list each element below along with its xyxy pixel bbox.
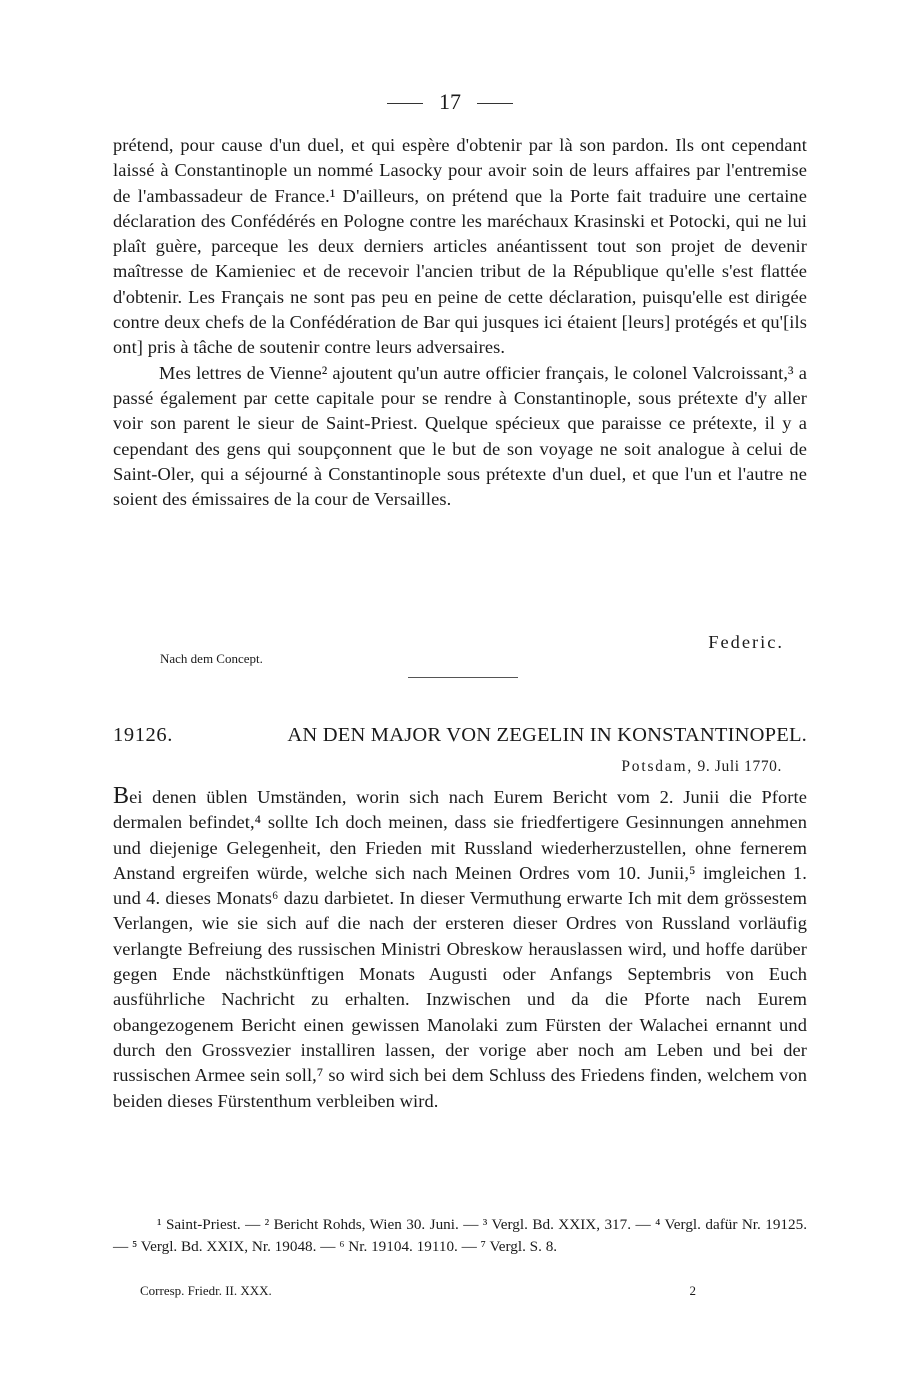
letter-1-paragraph-1: prétend, pour cause d'un duel, et qui espère d'obtenir par là son pardon. Ils ont cependant laissé à Constantinople un nommé Lasocky pour avoir soin de leurs affaires par l'entremise de l'ambassadeur de France.¹ D'ailleurs, on prétend que la Porte fait traduire une certaine déclaration des Confédérés en Pologne contre les maréchaux Krasinski et Potocki, qui ne lui plaît guère, parceque les deux derniers articles anéantissent tout son projet de devenir maîtresse de Kamieniec et de recevoir l'ancien tribut de la République qu'elle s'est flattée d'obtenir. Les Français ne sont pas peu en peine de cette déclaration, puisqu'elle est dirigée contre deux chefs de la Confédération de Bar qui jusques ici étaient [leurs] protégés et qu'[ils ont] pris à tâche de soutenir contre leurs adversaires.	[113, 135, 807, 358]
header-rule-left	[387, 103, 423, 104]
letter-2-title: AN DEN MAJOR VON ZEGELIN IN KONSTANTINOPEL.	[287, 724, 807, 746]
dropcap-initial: B	[113, 783, 130, 809]
letter-2-heading	[113, 722, 807, 748]
dateline-place: Potsdam,	[621, 758, 694, 775]
letter-2-text: ei denen üblen Umständen, worin sich nach Eurem Bericht vom 2. Junii die Pforte dermalen befindet,⁴ sollte Ich doch meinen, dass sie friedfertigere Gesinnungen annehmen und diejenige Gelegenheit, den Frieden mit Russland wiederherzustellen, ohne fernerem Anstand ergreifen würde, welche sich nach Meinen Ordres vom 10. Junii,⁵ imgleichen 1. und 4. dieses Monats⁶ dazu darbietet. In dieser Vermuthung erwarte Ich mit dem grössestem Verlangen, wie sie sich auf die nach der ersteren dieser Ordres von Russland vorläufig verlangte Befreiung des russischen Ministri Obreskow herauslassen wird, und hoffe darüber gegen Ende nächstkünftigen Monats Augusti oder Anfangs Septembris von Euch ausführliche Nachricht zu erhalten. Inzwischen und da die Pforte nach Eurem obangezogenem Bericht einen gewissen Manolaki zum Fürsten der Walachei ernannt und durch den Grossvezier installiren lassen, der vorige aber noch am Leben und bei der russischen Armee sein soll,⁷ so wird sich bei dem Schluss des Friedens finden, welchem von beiden dieses Fürstenthum verbleiben wird.	[113, 787, 807, 1111]
footer-series: Corresp. Friedr. II. XXX.	[140, 1283, 272, 1298]
page-number: 17	[439, 89, 461, 114]
page-footer	[140, 1283, 696, 1299]
letter-2-paragraph	[113, 784, 807, 1114]
section-divider	[408, 677, 518, 678]
page-header	[0, 90, 900, 114]
dateline-date: 9. Juli 1770.	[697, 758, 782, 775]
letter-2-dateline	[621, 758, 782, 776]
letter-2-number: 19126.	[113, 724, 173, 746]
header-rule-right	[477, 103, 513, 104]
letter-1-paragraph-2: Mes lettres de Vienne² ajoutent qu'un autre officier français, le colonel Valcroissant,³ a passé également par cette capitale pour se rendre à Constantinople, sous prétexte d'y aller voir son parent le sieur de Saint-Priest. Quelque spécieux que paraisse ce prétexte, il y a cependant des gens qui soupçonnent que le but de son voyage ne soit analogue à celui de Saint-Oler, qui a séjourné à Constantinople sous prétexte d'un duel, et que l'un et l'autre ne soient des émissaires de la cour de Versailles.	[113, 362, 807, 510]
source-note: Nach dem Concept.	[160, 651, 263, 666]
letter-1-signature: Federic.	[708, 632, 784, 652]
footnotes	[113, 1214, 807, 1258]
letter-2-body	[113, 784, 807, 1114]
footnote-text: ¹ Saint-Priest. — ² Bericht Rohds, Wien 30. Juni. — ³ Vergl. Bd. XXIX, 317. — ⁴ Vergl. dafür Nr. 19125. — ⁵ Vergl. Bd. XXIX, Nr. 19048. — ⁶ Nr. 19104. 19110. — ⁷ Vergl. S. 8.	[113, 1216, 807, 1255]
letter-1-body	[113, 133, 807, 512]
footer-signature-mark: 2	[689, 1283, 696, 1298]
